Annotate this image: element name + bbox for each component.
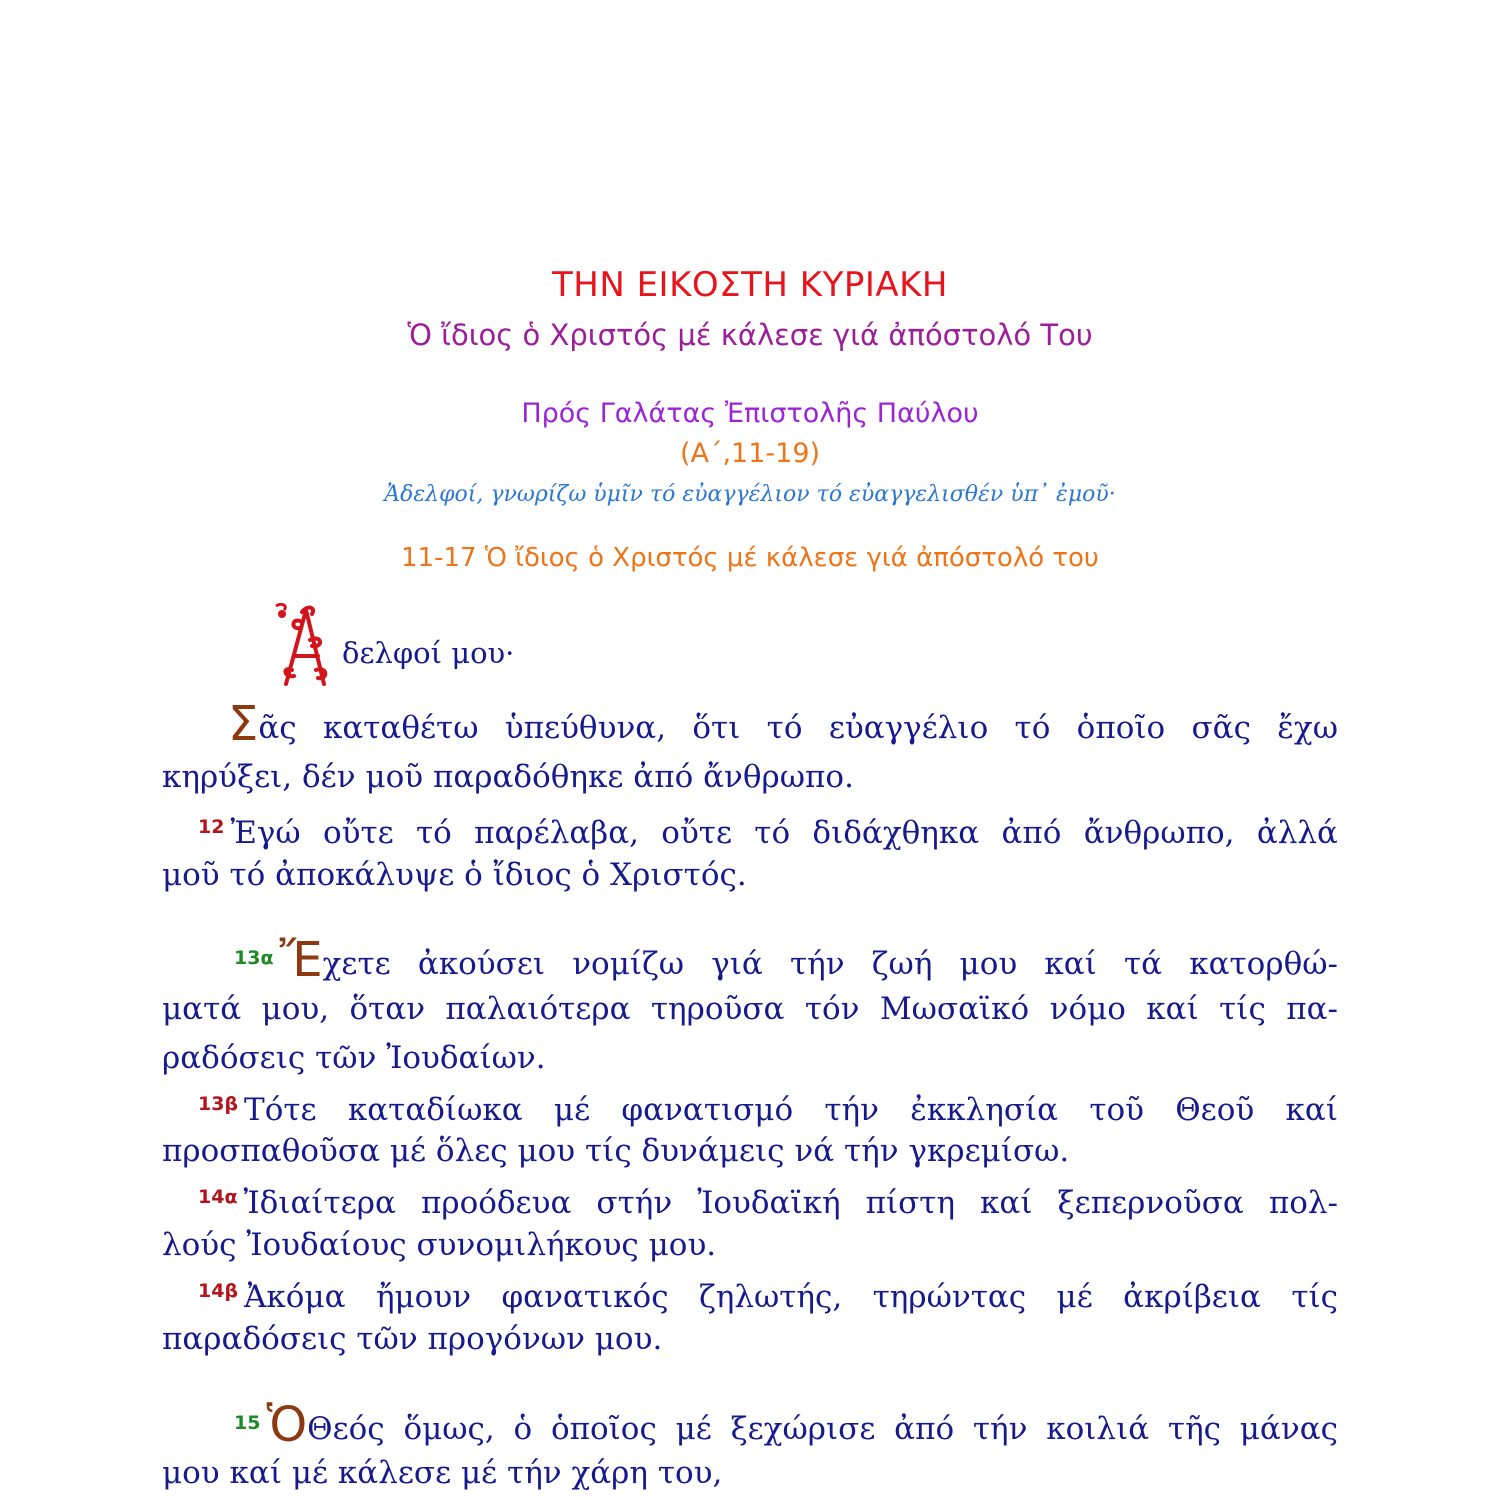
verse-14b-text: Ἀκόμα ἤμουν φανατικός ζηλωτής, τηρώντας μέ ἀκρίβεια τίς	[244, 1279, 1338, 1315]
verse-14a-line-2: λούς Ἰουδαίους συνομιλήκους μου.	[162, 1227, 717, 1263]
verse-13b-line-2: προσπαθοῦσα μέ ὅλες μου τίς δυνάμεις νά τήν γκρεμίσω.	[162, 1133, 1070, 1169]
verse-15-line-2: μου καί μέ κάλεσε μέ τήν χάρη του,	[162, 1455, 723, 1491]
verse-14b-line-1	[162, 1268, 1338, 1315]
section-heading: 11-17 Ὁ ἴδιος ὁ Χριστός μέ κάλεσε γιά ἀπόστολό του	[401, 543, 1099, 573]
greeting-text: δελφοί μου·	[342, 636, 515, 670]
verse-number-14b: 14β	[198, 1280, 239, 1302]
verse-number-13b: 13β	[198, 1093, 239, 1115]
verse-number-14a: 14α	[198, 1186, 238, 1208]
chapter-reference: (Α΄,11-19)	[679, 438, 821, 469]
verse-11-text: ᾶς καταθέτω ὑπεύθυνα, ὅτι τό εὐαγγέλιο τό ὁποῖο σᾶς ἔχω	[258, 710, 1338, 746]
verse-number-15: 15	[234, 1412, 261, 1434]
verse-11-line-1	[162, 696, 1338, 752]
verse-14a-text: Ἰδιαίτερα προόδευα στήν Ἰουδαϊκή πίστη καί ξεπερνοῦσα πολ-	[243, 1185, 1338, 1221]
verse-number-13a: 13α	[234, 947, 274, 969]
verse-13a-line-1	[162, 932, 1338, 988]
incipit: Ἀδελφοί, γνωρίζω ὑμῖν τό εὐαγγέλιον τό εὐαγγελισθέν ὑπ᾽ ἐμοῦ·	[384, 482, 1116, 507]
drop-cap-epsilon: Ἔ	[279, 932, 323, 988]
verse-number-12: 12	[198, 816, 225, 838]
page-subtitle: Ὁ ἴδιος ὁ Χριστός μέ κάλεσε γιά ἀπόστολό Του	[407, 318, 1093, 352]
verse-15-line-1	[162, 1397, 1338, 1453]
verse-13a-line-2: ματά μου, ὅταν παλαιότερα τηροῦσα τόν Μωσαϊκό νόμο καί τίς πα-	[162, 991, 1338, 1027]
verse-15-text: Θεός ὅμως, ὁ ὁποῖος μέ ξεχώρισε ἀπό τήν κοιλιά τῆς μάνας	[307, 1411, 1338, 1447]
drop-cap-omicron: Ὁ	[266, 1397, 308, 1453]
verse-14b-line-2: παραδόσεις τῶν προγόνων μου.	[162, 1321, 663, 1357]
verse-12-line-2: μοῦ τό ἀποκάλυψε ὁ ἴδιος ὁ Χριστός.	[162, 857, 747, 893]
drop-cap-sigma: Σ	[228, 696, 259, 752]
verse-13a-line-3: ραδόσεις τῶν Ἰουδαίων.	[162, 1040, 546, 1076]
verse-14a-line-1	[162, 1174, 1338, 1221]
verse-12-text: Ἐγώ οὔτε τό παρέλαβα, οὔτε τό διδάχθηκα ἀπό ἄνθρωπο, ἀλλά	[230, 815, 1338, 851]
page-title: ΤΗΝ ΕΙΚΟΣΤΗ ΚΥΡΙΑΚΗ	[552, 265, 948, 305]
verse-12-line-1	[162, 804, 1338, 851]
verse-13b-text: Τότε καταδίωκα μέ φανατισμό τήν ἐκκλησία τοῦ Θεοῦ καί	[244, 1092, 1338, 1128]
verse-11-line-2: κηρύξει, δέν μοῦ παραδόθηκε ἀπό ἄνθρωπο.	[162, 759, 854, 795]
epistle-name: Πρός Γαλάτας Ἐπιστολῆς Παύλου	[521, 398, 979, 429]
verse-13b-line-1	[162, 1081, 1338, 1128]
ornate-initial-alpha-icon	[272, 600, 336, 690]
verse-13a-text: χετε ἀκούσει νομίζω γιά τήν ζωή μου καί τά κατορθώ-	[322, 946, 1338, 982]
